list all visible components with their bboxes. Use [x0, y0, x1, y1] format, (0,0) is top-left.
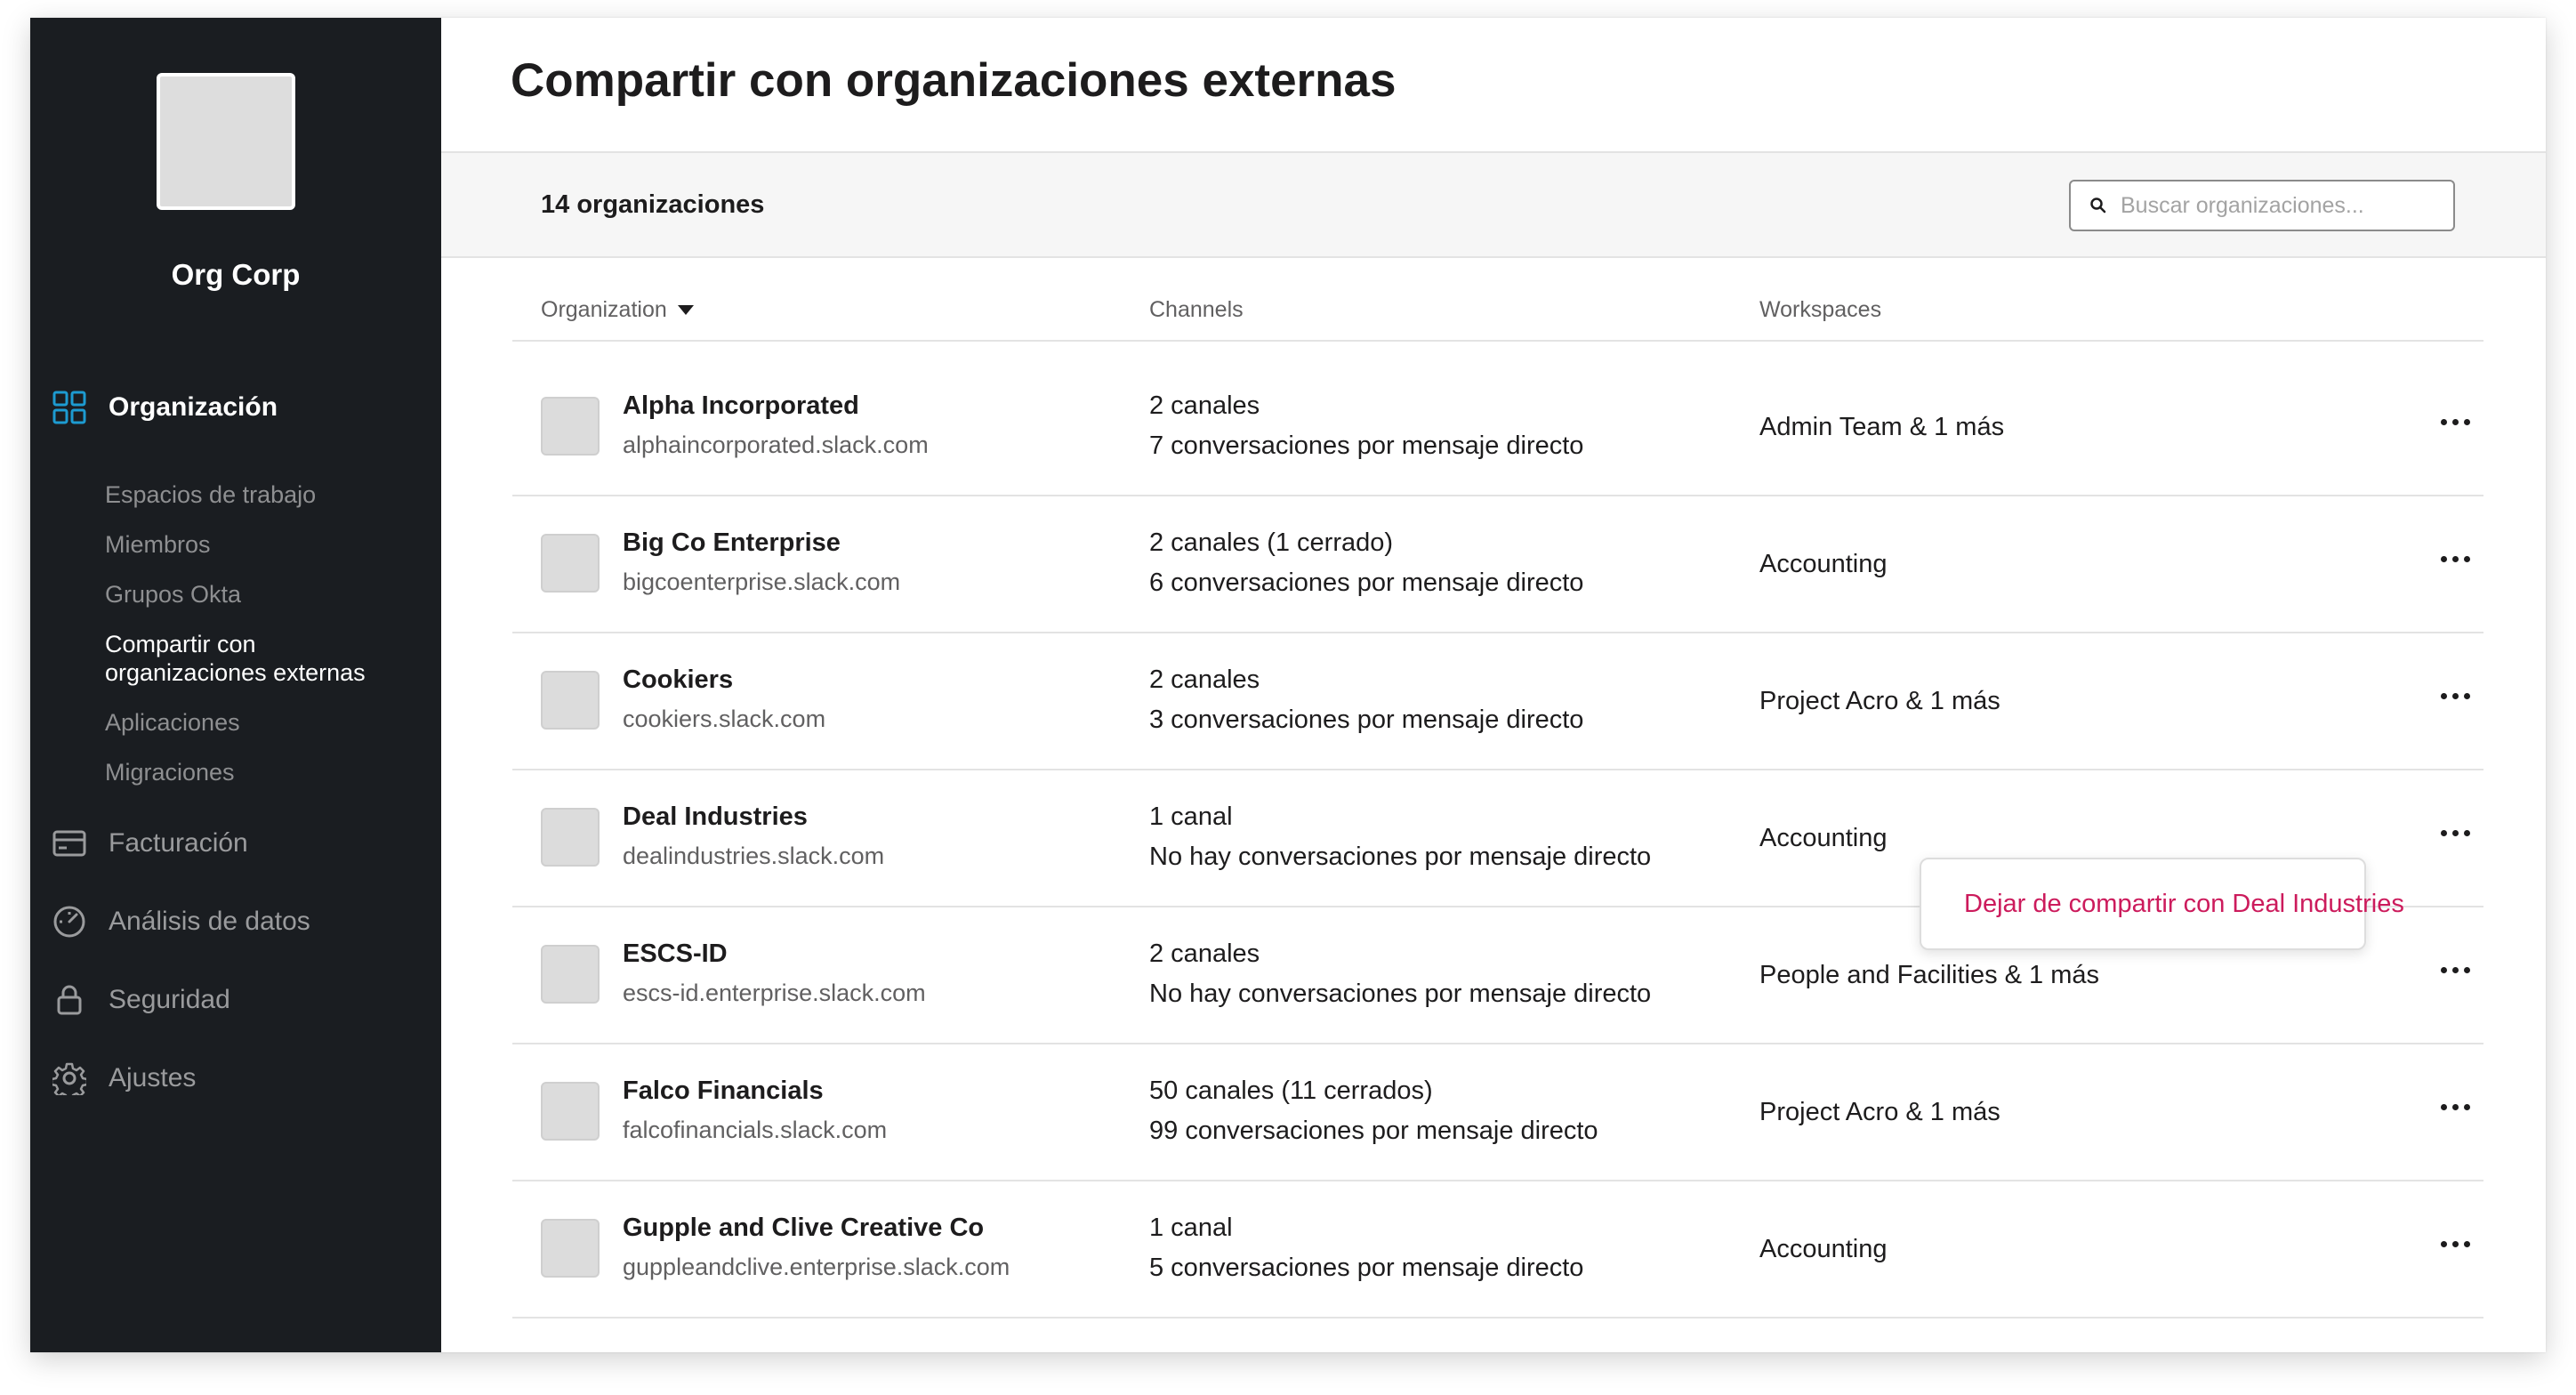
sidebar-item-label: Facturación — [109, 828, 248, 858]
sidebar-subitem-espacios[interactable]: Espacios de trabajo — [105, 481, 317, 508]
gear-icon — [50, 1059, 89, 1098]
more-actions-button[interactable] — [2432, 815, 2478, 851]
table-row[interactable] — [512, 1044, 2483, 1181]
org-domain-cell: falcofinancials.slack.com — [623, 1117, 888, 1143]
table-row[interactable] — [512, 496, 2483, 633]
ellipsis-icon — [2441, 830, 2470, 836]
column-header-organization[interactable] — [541, 297, 694, 323]
org-name-cell[interactable]: Alpha Incorporated — [623, 391, 859, 420]
sidebar-subitem-migraciones[interactable]: Migraciones — [105, 759, 235, 786]
sidebar-subitem-miembros[interactable]: Miembros — [105, 531, 211, 558]
channels-count-cell: 1 canal — [1149, 1214, 1233, 1242]
dm-count-cell: 99 conversaciones por mensaje directo — [1149, 1117, 1598, 1145]
sidebar-item-ajustes[interactable] — [30, 1059, 441, 1098]
channels-count-cell: 50 canales (11 cerrados) — [1149, 1076, 1433, 1105]
sidebar-item-label: Organización — [109, 392, 278, 422]
more-actions-button[interactable] — [2432, 952, 2478, 988]
sidebar-item-label: Seguridad — [109, 985, 230, 1014]
dm-count-cell: 3 conversaciones por mensaje directo — [1149, 706, 1584, 734]
dm-count-cell: No hay conversaciones por mensaje directo — [1149, 980, 1652, 1008]
lock-icon — [50, 980, 89, 1020]
table-row[interactable] — [512, 1181, 2483, 1318]
grid-icon — [50, 388, 89, 427]
search-box[interactable] — [2069, 180, 2455, 231]
sidebar-item-facturacion[interactable] — [30, 824, 441, 863]
sidebar-subitem-grupos-okta[interactable]: Grupos Okta — [105, 581, 242, 608]
org-logo — [157, 73, 295, 210]
org-name-cell[interactable]: Falco Financials — [623, 1076, 824, 1105]
org-domain-cell: escs-id.enterprise.slack.com — [623, 980, 926, 1006]
ellipsis-icon — [2441, 556, 2470, 562]
org-domain-cell: guppleandclive.enterprise.slack.com — [623, 1254, 1010, 1280]
workspaces-cell: Accounting — [1759, 1235, 1888, 1263]
sidebar-item-analisis[interactable] — [30, 902, 441, 941]
more-actions-button[interactable] — [2432, 541, 2478, 577]
table-row[interactable] — [512, 359, 2483, 496]
speedometer-icon — [50, 902, 89, 941]
dm-count-cell: No hay conversaciones por mensaje directo — [1149, 843, 1652, 871]
sidebar-item-organizacion[interactable] — [30, 388, 441, 427]
sidebar-item-seguridad[interactable] — [30, 980, 441, 1020]
workspaces-cell: Accounting — [1759, 550, 1888, 578]
org-name-cell[interactable]: Gupple and Clive Creative Co — [623, 1214, 985, 1242]
channels-count-cell: 2 canales — [1149, 391, 1260, 420]
caret-down-icon — [678, 305, 694, 315]
channels-count-cell: 2 canales (1 cerrado) — [1149, 528, 1394, 557]
row-context-menu — [1920, 858, 2404, 950]
org-avatar — [541, 671, 600, 730]
ellipsis-icon — [2441, 1241, 2470, 1247]
column-header-label: Organization — [541, 297, 667, 322]
org-name-cell[interactable]: Deal Industries — [623, 802, 808, 831]
search-icon — [2089, 196, 2108, 215]
org-avatar — [541, 534, 600, 593]
ellipsis-icon — [2441, 693, 2470, 699]
org-name-cell[interactable]: Big Co Enterprise — [623, 528, 841, 557]
org-domain-cell: cookiers.slack.com — [623, 706, 826, 732]
sidebar-subitem-label-line2: organizaciones externas — [105, 659, 366, 686]
org-name-cell[interactable]: Cookiers — [623, 665, 734, 694]
workspaces-cell: Accounting — [1759, 824, 1888, 852]
column-header-channels: Channels — [1149, 297, 1244, 322]
more-actions-button[interactable] — [2432, 1089, 2478, 1125]
org-domain-cell: dealindustries.slack.com — [623, 843, 885, 869]
organization-count: 14 organizaciones — [541, 190, 765, 219]
dm-count-cell: 7 conversaciones por mensaje directo — [1149, 431, 1584, 460]
unshare-menu-item[interactable]: Dejar de compartir con Deal Industries — [1964, 890, 2404, 918]
workspaces-cell: Admin Team & 1 más — [1759, 413, 2005, 441]
workspaces-cell: Project Acro & 1 más — [1759, 1098, 2000, 1126]
org-domain-cell: alphaincorporated.slack.com — [623, 431, 929, 458]
credit-card-icon — [50, 824, 89, 863]
search-input[interactable] — [2121, 193, 2441, 219]
sidebar-item-label: Análisis de datos — [109, 907, 310, 936]
sidebar-subitem-compartir[interactable] — [105, 630, 366, 687]
column-header-workspaces: Workspaces — [1759, 297, 1882, 322]
ellipsis-icon — [2441, 419, 2470, 425]
channels-count-cell: 2 canales — [1149, 939, 1260, 968]
org-avatar — [541, 1219, 600, 1278]
workspaces-cell: Project Acro & 1 más — [1759, 687, 2000, 715]
org-name-cell[interactable]: ESCS-ID — [623, 939, 728, 968]
org-name: Org Corp — [171, 258, 301, 291]
org-avatar — [541, 808, 600, 867]
toolbar — [441, 151, 2546, 258]
org-avatar — [541, 945, 600, 1004]
sidebar-subitem-aplicaciones[interactable]: Aplicaciones — [105, 709, 240, 736]
more-actions-button[interactable] — [2432, 404, 2478, 439]
org-domain-cell: bigcoenterprise.slack.com — [623, 568, 901, 595]
ellipsis-icon — [2441, 1104, 2470, 1110]
more-actions-button[interactable] — [2432, 678, 2478, 714]
workspaces-cell: People and Facilities & 1 más — [1759, 961, 2100, 989]
dm-count-cell: 6 conversaciones por mensaje directo — [1149, 568, 1584, 597]
page-title: Compartir con organizaciones externas — [511, 54, 1397, 107]
channels-count-cell: 1 canal — [1149, 802, 1233, 831]
ellipsis-icon — [2441, 967, 2470, 973]
header-divider — [512, 340, 2483, 342]
org-avatar — [541, 397, 600, 456]
table-row[interactable] — [512, 633, 2483, 770]
sidebar — [30, 18, 441, 1352]
sidebar-item-label: Ajustes — [109, 1063, 197, 1093]
more-actions-button[interactable] — [2432, 1226, 2478, 1262]
org-avatar — [541, 1082, 600, 1141]
dm-count-cell: 5 conversaciones por mensaje directo — [1149, 1254, 1584, 1282]
channels-count-cell: 2 canales — [1149, 665, 1260, 694]
sidebar-subitem-label-line1: Compartir con — [105, 631, 256, 657]
